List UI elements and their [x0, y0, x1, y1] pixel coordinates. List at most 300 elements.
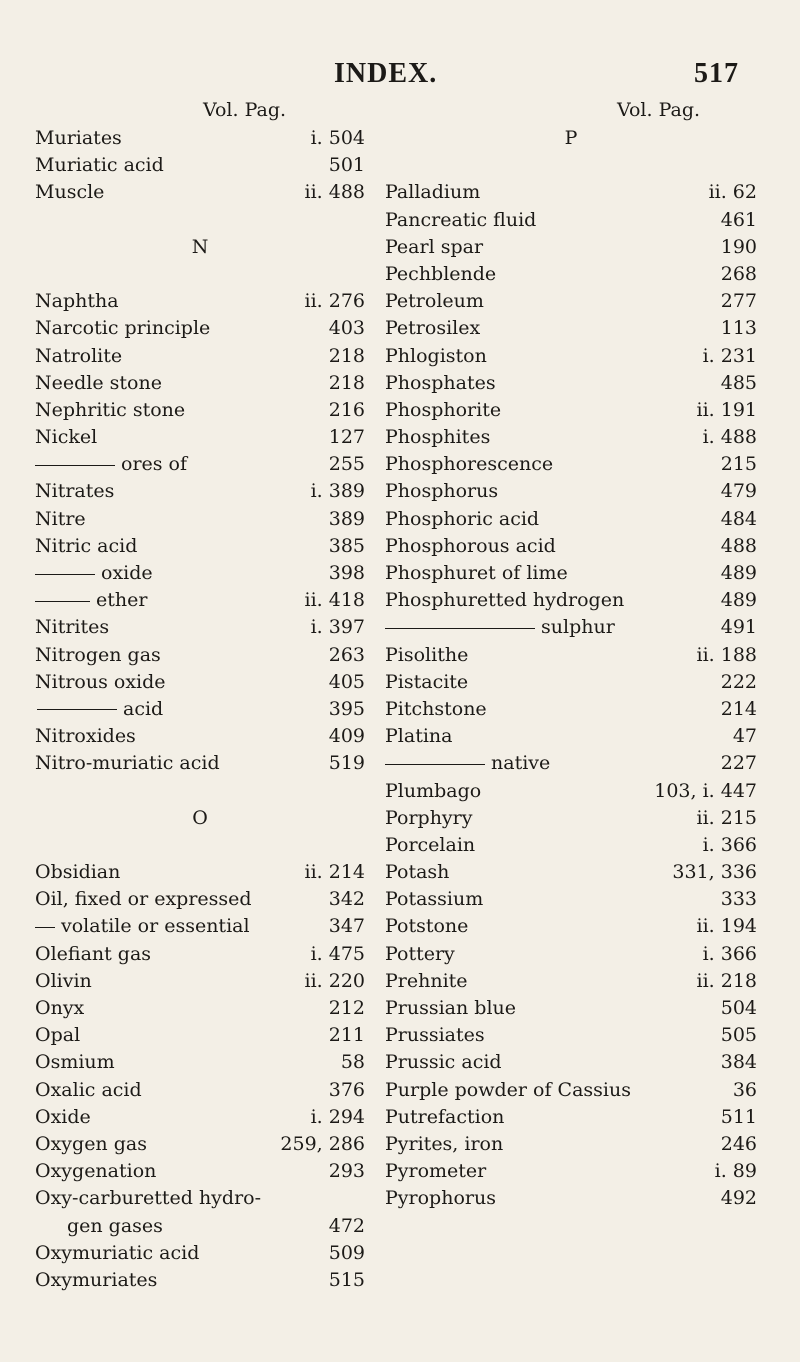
index-entry [385, 669, 757, 696]
entry-reference: i. 475 [310, 942, 365, 965]
entry-reference: 479 [720, 480, 757, 503]
spacer [385, 152, 757, 179]
entry-term-text: oxide [101, 562, 153, 584]
index-entry [385, 424, 757, 451]
entry-term [385, 1022, 485, 1049]
entry-term [385, 1185, 496, 1212]
entry-term-text: Purple powder of Cassius [385, 1078, 631, 1101]
entry-reference: 113 [720, 317, 757, 340]
entry-term-text: Platina [385, 725, 453, 748]
index-entry [385, 886, 757, 913]
entry-term [35, 424, 97, 451]
entry-term-text: Palladium [385, 181, 481, 204]
entry-term [385, 750, 550, 777]
page-header [0, 58, 800, 98]
entry-term [385, 315, 480, 342]
index-entry [35, 125, 365, 152]
index-entry [385, 1185, 757, 1212]
entry-term-text: ores of [121, 453, 188, 476]
entry-term-text: Natrolite [35, 344, 123, 367]
entry-reference: ii. 276 [304, 290, 365, 313]
entry-term [385, 696, 487, 723]
entry-term [385, 832, 475, 859]
index-entry [35, 913, 365, 940]
entry-term [35, 995, 84, 1022]
entry-term [385, 669, 468, 696]
index-entry [35, 669, 365, 696]
entry-term-text: Nitric acid [35, 534, 138, 557]
entry-reference: 47 [732, 725, 757, 748]
entry-term-text: Petrosilex [385, 317, 481, 340]
index-entry [385, 968, 757, 995]
index-entry [35, 370, 365, 397]
entry-reference: 511 [720, 1105, 757, 1128]
section-heading: N [191, 235, 209, 258]
index-entry [385, 750, 757, 777]
entry-term [35, 451, 187, 478]
index-entry [35, 859, 365, 886]
entry-term [35, 1022, 80, 1049]
entry-reference: 218 [328, 344, 365, 367]
entry-reference: 215 [720, 453, 757, 476]
entry-term-text: Phosphuret of lime [385, 562, 568, 584]
entry-reference: i. 397 [310, 616, 365, 639]
entry-reference: 347 [328, 915, 365, 938]
entry-reference: 331, 336 [672, 861, 757, 884]
entry-term-text: Muscle [35, 181, 105, 204]
entry-term [35, 125, 122, 152]
entry-term [385, 478, 498, 505]
entry-term [35, 750, 220, 777]
entry-term-text: Petroleum [385, 290, 484, 313]
entry-term [35, 669, 166, 696]
entry-reference: ii. 194 [696, 915, 757, 938]
index-entry [35, 152, 365, 179]
entry-term-text: Putrefaction [385, 1105, 505, 1128]
entry-term-text: Osmium [35, 1051, 115, 1074]
entry-term-text: Nitrates [35, 480, 115, 503]
spacer [35, 778, 365, 805]
entry-term-text: Pyrites, iron [385, 1132, 504, 1155]
index-entry [35, 587, 365, 614]
index-column-right [385, 96, 757, 1213]
index-entry [35, 343, 365, 370]
index-entry [385, 179, 757, 206]
section-heading: O [192, 806, 208, 829]
entry-reference: 385 [328, 534, 365, 557]
index-entry [35, 1131, 365, 1158]
entry-term [385, 1049, 502, 1076]
index-entry [385, 1049, 757, 1076]
entry-term-text: Phosphorescence [385, 453, 554, 476]
entry-term-text: Nephritic stone [35, 398, 186, 421]
index-entry [35, 315, 365, 342]
entry-term-text: Oxalic acid [35, 1078, 142, 1101]
entry-list-left [35, 125, 365, 1294]
entry-term-text: Muriatic acid [35, 154, 164, 177]
index-entry [35, 1267, 365, 1294]
entry-term-text: Pyrophorus [385, 1187, 496, 1210]
index-entry [385, 587, 757, 614]
entry-term-text: Phosphites [385, 426, 491, 449]
index-entry [35, 1077, 365, 1104]
entry-reference: i. 488 [702, 426, 757, 449]
entry-term-text: Plumbago [385, 779, 482, 802]
entry-reference: 259, 286 [280, 1132, 365, 1155]
entry-term-text: Pistacite [385, 670, 469, 693]
entry-term-text: Oxide [35, 1105, 91, 1128]
entry-term [35, 913, 250, 940]
index-entry [385, 1022, 757, 1049]
index-entry [385, 370, 757, 397]
index-entry [385, 696, 757, 723]
section-letter [35, 234, 365, 261]
entry-reference: 461 [720, 208, 757, 231]
ditto-dash [35, 601, 90, 602]
entry-reference: 293 [328, 1160, 365, 1183]
entry-reference: ii. 220 [304, 969, 365, 992]
entry-reference: 103, i. 447 [654, 779, 757, 802]
entry-term-text: Nitrous oxide [35, 670, 166, 693]
index-entry [385, 1104, 757, 1131]
entry-term [35, 1158, 156, 1185]
entry-term [385, 968, 468, 995]
entry-reference: 403 [328, 317, 365, 340]
entry-term-text: Nitre [35, 507, 86, 530]
entry-term [385, 397, 501, 424]
entry-term-text: volatile or essential [61, 915, 250, 938]
entry-reference: 227 [720, 752, 757, 775]
entry-reference: 501 [328, 154, 365, 177]
index-entry [35, 750, 365, 777]
entry-term [35, 478, 114, 505]
entry-term [385, 1158, 486, 1185]
index-entry [35, 288, 365, 315]
entry-term-text: acid [123, 697, 164, 720]
entry-term-text: Porcelain [385, 833, 476, 856]
entry-term-text: Olefiant gas [35, 942, 152, 965]
spacer [35, 207, 365, 234]
spacer [35, 261, 365, 288]
entry-term [385, 642, 468, 669]
index-entry [385, 778, 757, 805]
entry-term-text: Oxymuriatic acid [35, 1241, 200, 1264]
entry-reference: ii. 191 [696, 398, 757, 421]
entry-term [35, 859, 120, 886]
entry-reference: 333 [720, 888, 757, 911]
entry-reference: 277 [720, 290, 757, 313]
entry-term [385, 261, 496, 288]
entry-reference: 515 [328, 1268, 365, 1291]
entry-term [385, 288, 484, 315]
entry-reference: i. 231 [702, 344, 757, 367]
ditto-dash [385, 628, 535, 629]
entry-term [35, 370, 162, 397]
section-heading: P [564, 127, 578, 149]
entry-term [385, 1077, 631, 1104]
entry-term-text: Nitroxides [35, 725, 136, 748]
index-entry [35, 179, 365, 206]
index-entry [35, 1185, 365, 1212]
entry-reference: i. 366 [702, 833, 757, 856]
entry-term [35, 1077, 142, 1104]
entry-term-text: Pitchstone [385, 697, 487, 720]
entry-term-text: Oxygen gas [35, 1132, 147, 1155]
index-entry [385, 315, 757, 342]
index-entry [385, 506, 757, 533]
index-entry [35, 533, 365, 560]
entry-term [67, 1213, 163, 1240]
entry-term [385, 424, 490, 451]
entry-term [385, 207, 536, 234]
entry-reference: 384 [720, 1051, 757, 1074]
entry-reference: 127 [328, 426, 365, 449]
entry-term-text: Obsidian [35, 861, 121, 884]
entry-term [35, 1104, 91, 1131]
entry-reference: 255 [328, 453, 365, 476]
entry-term [35, 614, 109, 641]
entry-term [35, 1267, 157, 1294]
entry-reference: i. 294 [310, 1105, 365, 1128]
entry-reference: 218 [328, 371, 365, 394]
index-entry [35, 560, 365, 587]
entry-reference: ii. 488 [304, 181, 365, 204]
index-entry [35, 886, 365, 913]
entry-reference: 491 [720, 616, 757, 639]
entry-reference: i. 389 [310, 480, 365, 503]
entry-term [35, 560, 153, 587]
entry-reference: 222 [720, 670, 757, 693]
index-entry [385, 343, 757, 370]
entry-reference: 246 [720, 1132, 757, 1155]
index-entry [385, 614, 757, 641]
index-entry [35, 995, 365, 1022]
entry-term [385, 506, 539, 533]
entry-reference: 484 [720, 507, 757, 530]
index-entry [385, 805, 757, 832]
ditto-dash [35, 465, 115, 466]
column-header-right [385, 96, 757, 125]
page-number: 517 [694, 58, 739, 89]
index-entry [385, 397, 757, 424]
index-entry [35, 1213, 365, 1240]
entry-reference: 485 [720, 371, 757, 394]
entry-term-text: Oxygenation [35, 1160, 157, 1183]
entry-term [385, 913, 468, 940]
entry-term-text: Opal [35, 1024, 81, 1047]
vol-pag-label: Vol. Pag. [203, 99, 287, 121]
entry-term-text: Pisolithe [385, 643, 469, 666]
ditto-dash [385, 764, 485, 765]
entry-reference: 519 [328, 752, 365, 775]
entry-term-text: Prehnite [385, 969, 468, 992]
entry-reference: ii. 62 [708, 181, 757, 204]
entry-term [37, 696, 163, 723]
index-entry [35, 478, 365, 505]
entry-term [35, 1185, 261, 1212]
index-entry [385, 207, 757, 234]
entry-reference: i. 89 [714, 1160, 757, 1183]
entry-term [35, 343, 122, 370]
index-entry [385, 533, 757, 560]
entry-term [35, 152, 164, 179]
entry-term-text: Potash [385, 861, 450, 884]
index-entry [385, 288, 757, 315]
index-entry [35, 941, 365, 968]
entry-reference: 190 [720, 235, 757, 258]
index-entry [35, 451, 365, 478]
index-entry [385, 723, 757, 750]
index-entry [35, 696, 365, 723]
entry-term-text: Phosphorite [385, 398, 502, 421]
entry-term [35, 642, 161, 669]
entry-reference: 489 [720, 589, 757, 612]
entry-term [35, 1131, 147, 1158]
entry-term [385, 614, 615, 641]
entry-reference: 36 [732, 1078, 757, 1101]
entry-term [385, 370, 496, 397]
entry-reference: ii. 214 [304, 861, 365, 884]
entry-term-text: Oxy-carburetted hydro- [35, 1187, 262, 1210]
index-entry [385, 1131, 757, 1158]
entry-reference: 58 [340, 1051, 365, 1074]
entry-term-text: Narcotic principle [35, 317, 211, 340]
entry-term [385, 805, 473, 832]
entry-reference: 263 [328, 643, 365, 666]
spacer [35, 832, 365, 859]
entry-reference: i. 366 [702, 942, 757, 965]
entry-reference: 211 [328, 1024, 365, 1047]
entry-term [35, 506, 86, 533]
entry-reference: 504 [720, 997, 757, 1019]
index-entry [35, 1240, 365, 1267]
ditto-dash [35, 927, 55, 928]
entry-reference: ii. 418 [304, 589, 365, 612]
entry-term [35, 1240, 199, 1267]
entry-term [35, 886, 252, 913]
entry-term [35, 968, 92, 995]
entry-reference: 389 [328, 507, 365, 530]
entry-reference: 395 [328, 697, 365, 720]
entry-reference: 509 [328, 1241, 365, 1264]
entry-term [385, 451, 553, 478]
entry-reference: 405 [328, 670, 365, 693]
entry-term [385, 343, 487, 370]
index-entry [35, 1104, 365, 1131]
index-entry [35, 1158, 365, 1185]
index-entry [385, 1077, 757, 1104]
entry-term [385, 859, 449, 886]
entry-term [385, 941, 455, 968]
entry-term [385, 778, 481, 805]
entry-term-text: Muriates [35, 127, 122, 149]
entry-term [385, 723, 452, 750]
entry-term-text: Pancreatic fluid [385, 208, 537, 231]
index-entry [385, 941, 757, 968]
index-entry [35, 397, 365, 424]
entry-term-text: Prussic acid [385, 1051, 502, 1074]
entry-reference: i. 504 [310, 127, 365, 149]
entry-reference: 505 [720, 1024, 757, 1047]
entry-term-text: Pottery [385, 942, 455, 965]
entry-term [385, 1104, 504, 1131]
entry-term-text: Phosphoric acid [385, 507, 540, 530]
entry-reference: 472 [328, 1214, 365, 1237]
entry-term-text: Prussiates [385, 1024, 485, 1047]
index-entry [35, 1049, 365, 1076]
index-entry [385, 995, 757, 1022]
entry-reference: 489 [720, 562, 757, 584]
entry-reference: 398 [328, 562, 365, 584]
entry-term [385, 587, 624, 614]
entry-term [385, 234, 483, 261]
entry-term-text: Phosphorus [385, 480, 499, 503]
entry-reference: 212 [328, 997, 365, 1019]
entry-term-text: Phosphorous acid [385, 534, 556, 557]
entry-reference: 216 [328, 398, 365, 421]
entry-term-text: ether [96, 589, 148, 612]
entry-term-text: Nitrites [35, 616, 110, 639]
index-entry [385, 451, 757, 478]
entry-term-text: Nickel [35, 426, 98, 449]
entry-reference: 214 [720, 697, 757, 720]
running-title: INDEX. [334, 58, 438, 89]
index-entry [35, 614, 365, 641]
entry-term [35, 397, 185, 424]
index-entry [35, 723, 365, 750]
entry-term-text: Naphtha [35, 290, 119, 313]
entry-term-text: Phosphates [385, 371, 496, 394]
index-entry [35, 642, 365, 669]
section-letter [385, 125, 757, 152]
entry-reference: 268 [720, 262, 757, 285]
entry-reference: ii. 215 [696, 806, 757, 829]
entry-reference: ii. 218 [696, 969, 757, 992]
entry-term [35, 1049, 115, 1076]
index-entry [385, 478, 757, 505]
entry-term-text: Needle stone [35, 371, 162, 394]
entry-reference: 492 [720, 1187, 757, 1210]
index-entry [35, 506, 365, 533]
entry-term [35, 533, 137, 560]
entry-term [385, 886, 483, 913]
index-entry [385, 1158, 757, 1185]
entry-term [385, 1131, 503, 1158]
index-entry [35, 424, 365, 451]
column-header-left [35, 96, 365, 125]
entry-term [35, 315, 210, 342]
entry-term-text: Nitrogen gas [35, 643, 161, 666]
entry-list-right [385, 125, 757, 1213]
index-entry [35, 1022, 365, 1049]
index-entry [385, 261, 757, 288]
entry-term [385, 179, 480, 206]
entry-term-text: native [491, 752, 551, 775]
entry-reference: 488 [720, 534, 757, 557]
index-entry [385, 832, 757, 859]
entry-reference: 342 [328, 888, 365, 911]
index-entry [35, 968, 365, 995]
entry-term [35, 288, 119, 315]
entry-term [35, 179, 104, 206]
entry-term-text: Prussian blue [385, 997, 517, 1019]
entry-term-text: Pearl spar [385, 235, 484, 258]
entry-term-text: Porphyry [385, 806, 473, 829]
index-entry [385, 913, 757, 940]
entry-term [35, 587, 147, 614]
entry-term-text: Pechblende [385, 262, 497, 285]
entry-term-text: Potassium [385, 888, 484, 911]
